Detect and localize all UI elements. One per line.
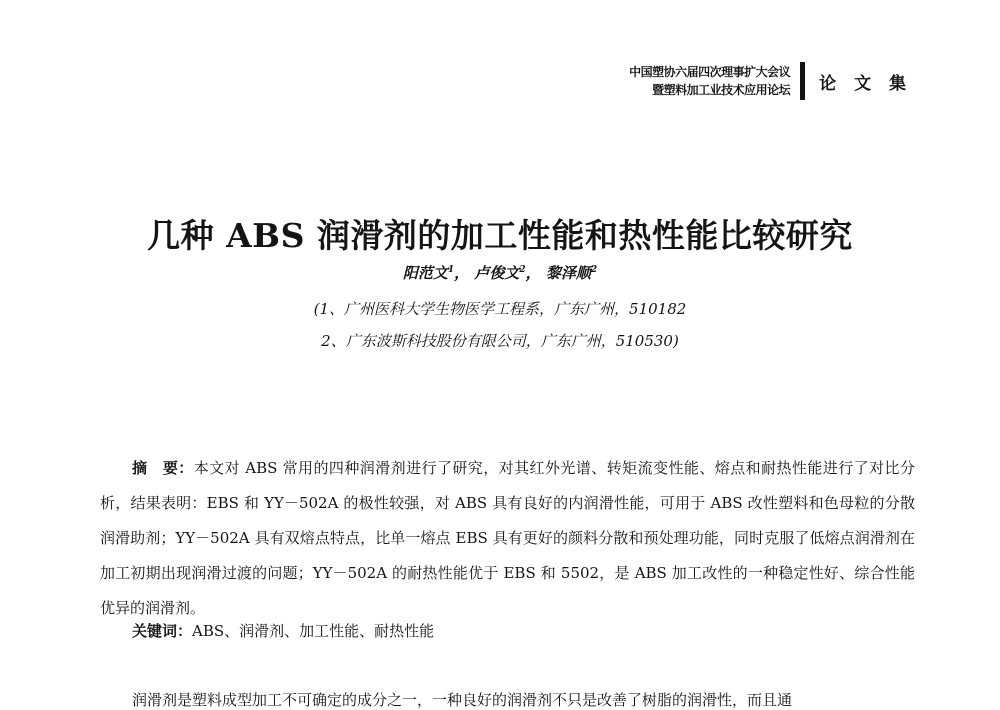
conference-name	[629, 63, 790, 99]
author-list: 阳范文$^1$， 卢俊文$^2$， 黎泽顺$^2$	[402, 264, 598, 282]
proceedings-label: 论 文 集	[819, 73, 912, 94]
author-name: 卢俊文	[474, 264, 520, 282]
conference-line-2: 暨塑料加工业技术应用论坛	[652, 83, 791, 97]
conference-line-1: 中国塑协六届四次理事扩大会议	[629, 65, 791, 79]
body-text-first-line: 润滑剂是塑料成型加工不可确定的成分之一，一种良好的润滑剂不只是改善了树脂的润滑性，而且通	[132, 691, 793, 709]
author-name: 阳范文	[402, 264, 448, 282]
affiliation-1: (1、广州医科大学生物医学工程系，广东广州，510182	[313, 300, 687, 318]
author-name: 黎泽顺	[545, 264, 591, 282]
header-divider	[800, 62, 805, 100]
abstract-text: 本文对 ABS 常用的四种润滑剂进行了研究，对其红外光谱、转矩流变性能、熔点和耐热性能进行了对比分析，结果表明：EBS 和 YY－502A 的极性较强，对 ABS 具有良好的内润滑性能，可用于 ABS 改性塑料和色母粒的分散润滑助剂；YY－502A 具有双熔点特点，比单一熔点 EBS 具有更好的颜料分散和预处理功能，同时克服了低熔点润滑剂在加工初期出现润滑过渡的问题；YY－502A 的耐热性能优于 EBS 和 5502，是 ABS 加工改性的一种稳定性好、综合性能优异的润滑剂。	[100, 459, 915, 617]
keywords-label: 关键词：	[132, 622, 193, 640]
affiliation-2: 2、广东波斯科技股份有限公司，广东广州，510530)	[321, 332, 679, 350]
conference-header	[629, 62, 912, 100]
author-affiliation-mark: 1	[447, 265, 455, 275]
abstract-label: 摘 要：	[132, 459, 194, 477]
keywords	[132, 620, 434, 641]
keywords-text: ABS、润滑剂、加工性能、耐热性能	[192, 622, 435, 640]
abstract	[100, 451, 915, 626]
author-affiliation-mark: 2	[519, 265, 526, 275]
paper-title: 几种 ABS 润滑剂的加工性能和热性能比较研究	[147, 216, 853, 255]
author-affiliation-mark: 2	[590, 265, 598, 275]
